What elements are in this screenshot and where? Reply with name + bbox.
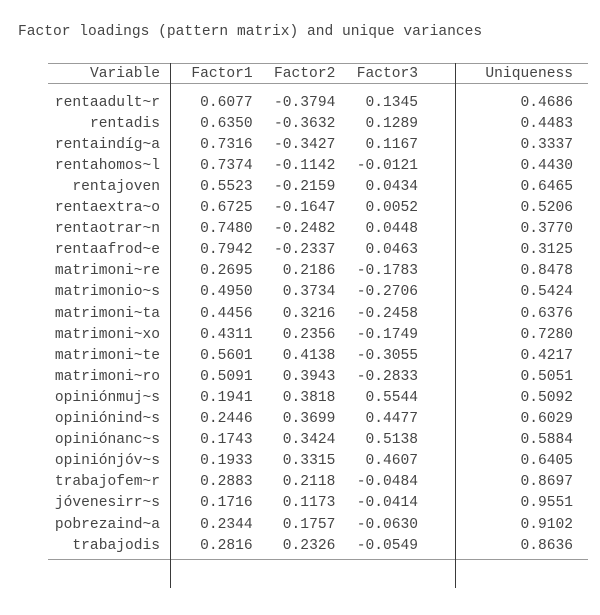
variable-name-cell: opiniónmuj~s (54, 389, 160, 406)
factor3-value-cell: -0.2706 (356, 284, 419, 301)
factor3-value-cell: -0.0630 (356, 516, 419, 533)
variable-name-cell: opiniónind~s (54, 411, 160, 428)
variable-name-cell: trabajodis (72, 537, 160, 554)
factor-values-group (170, 242, 455, 258)
factor-values-group (170, 348, 455, 364)
factor3-value-cell: -0.1783 (356, 263, 419, 280)
factor1-value-cell: 0.5523 (200, 179, 253, 196)
factor3-value-cell: 0.5544 (365, 389, 419, 406)
uniqueness-value-cell: 0.6376 (520, 305, 573, 322)
uniqueness-value-cell: 0.4483 (520, 115, 573, 132)
factor2-value-cell: -0.2337 (274, 242, 336, 259)
table-row (48, 240, 588, 261)
factor3-value-cell: -0.2458 (356, 305, 419, 322)
factor1-value-cell: 0.4950 (200, 284, 253, 301)
variable-name-cell: matrimoni~ta (54, 305, 160, 322)
factor-values-group (170, 263, 455, 279)
variable-name-cell: opiniónjóv~s (54, 453, 160, 470)
variable-name-cell: opiniónanc~s (54, 432, 160, 449)
uniqueness-value-cell: 0.8697 (520, 474, 573, 491)
variable-name-cell: matrimoni~re (54, 263, 160, 280)
table-row (48, 535, 588, 556)
factor-values-group (170, 284, 455, 300)
factor2-value-cell: 0.1173 (282, 495, 336, 512)
factor3-value-cell: 0.0434 (365, 179, 419, 196)
variable-name-cell: rentajoven (72, 179, 160, 196)
factor2-value-cell: 0.3943 (282, 368, 336, 385)
variable-name-cell: pobrezaind~a (54, 516, 160, 533)
factor1-value-cell: 0.2344 (200, 516, 253, 533)
uniqueness-value-cell: 0.5206 (520, 200, 573, 217)
table-row (48, 113, 588, 134)
factor3-value-cell: 0.0448 (365, 221, 419, 238)
column-header-uniqueness: Uniqueness (485, 65, 573, 82)
factor3-value-cell: 0.1345 (365, 94, 419, 111)
factor1-value-cell: 0.4311 (200, 326, 253, 343)
factor2-value-cell: 0.2326 (282, 537, 336, 554)
factor-values-group (170, 538, 455, 554)
output-title: Factor loadings (pattern matrix) and unique variances (18, 24, 483, 40)
factor1-value-cell: 0.2446 (200, 411, 253, 428)
variable-name-cell: jóvenesirr~s (54, 495, 160, 512)
factor-values-group (170, 179, 455, 195)
factor-values-group (170, 158, 455, 174)
uniqueness-value-cell: 0.4686 (520, 94, 573, 111)
factor1-value-cell: 0.1743 (200, 432, 253, 449)
factor-values-group (170, 453, 455, 469)
factor2-value-cell: 0.3699 (282, 411, 336, 428)
factor-values-group (170, 517, 455, 533)
factor-values-group (170, 474, 455, 490)
factor1-value-cell: 0.2816 (200, 537, 253, 554)
factor1-value-cell: 0.7942 (200, 242, 253, 259)
factor3-value-cell: -0.1749 (356, 326, 419, 343)
factor3-value-cell: -0.0484 (356, 474, 419, 491)
column-header-factor3: Factor3 (356, 65, 419, 82)
factor-columns-group (170, 66, 455, 82)
factor1-value-cell: 0.1941 (200, 389, 253, 406)
factor2-value-cell: -0.1647 (274, 200, 336, 217)
table-row (48, 219, 588, 240)
table-row (48, 387, 588, 408)
table-body (48, 84, 588, 560)
factor-values-group (170, 432, 455, 448)
column-header-factor2: Factor2 (274, 65, 336, 82)
factor-values-group (170, 200, 455, 216)
variable-name-cell: rentaadult~r (54, 94, 160, 111)
factor-values-group (170, 95, 455, 111)
factor2-value-cell: 0.2356 (282, 326, 336, 343)
factor2-value-cell: 0.2118 (282, 474, 336, 491)
factor-values-group (170, 306, 455, 322)
uniqueness-value-cell: 0.9551 (520, 495, 573, 512)
factor3-value-cell: 0.4607 (365, 453, 419, 470)
factor3-value-cell: -0.0549 (356, 537, 419, 554)
table-row (48, 324, 588, 345)
table-row (48, 176, 588, 197)
factor1-value-cell: 0.6077 (200, 94, 253, 111)
uniqueness-value-cell: 0.5884 (520, 432, 573, 449)
factor2-value-cell: 0.1757 (282, 516, 336, 533)
factor3-value-cell: 0.5138 (365, 432, 419, 449)
factor2-value-cell: -0.3427 (274, 136, 336, 153)
factor1-value-cell: 0.5601 (200, 347, 253, 364)
table-row (48, 514, 588, 535)
factor-values-group (170, 369, 455, 385)
column-header-variable: Variable (89, 65, 160, 82)
factor2-value-cell: -0.3632 (274, 115, 336, 132)
uniqueness-value-cell: 0.8478 (520, 263, 573, 280)
factor3-value-cell: 0.4477 (365, 411, 419, 428)
table-row (48, 366, 588, 387)
column-header-factor1: Factor1 (191, 65, 253, 82)
factor1-value-cell: 0.2883 (200, 474, 253, 491)
uniqueness-value-cell: 0.6029 (520, 411, 573, 428)
variable-name-cell: rentaindíg~a (54, 136, 160, 153)
factor2-value-cell: 0.3424 (282, 432, 336, 449)
variable-name-cell: rentaextra~o (54, 200, 160, 217)
table-row (48, 303, 588, 324)
variable-name-cell: matrimonio~s (54, 284, 160, 301)
factor1-value-cell: 0.1933 (200, 453, 253, 470)
factor1-value-cell: 0.2695 (200, 263, 253, 280)
factor2-value-cell: -0.3794 (274, 94, 336, 111)
factor3-value-cell: 0.0052 (365, 200, 419, 217)
factor-values-group (170, 495, 455, 511)
factor-loadings-table (48, 63, 588, 588)
table-vertical-rule-right (455, 63, 456, 588)
factor1-value-cell: 0.4456 (200, 305, 253, 322)
table-row (48, 472, 588, 493)
table-row (48, 155, 588, 176)
uniqueness-value-cell: 0.5092 (520, 389, 573, 406)
factor1-value-cell: 0.7316 (200, 136, 253, 153)
table-row (48, 92, 588, 113)
factor1-value-cell: 0.7374 (200, 157, 253, 174)
factor2-value-cell: -0.2159 (274, 179, 336, 196)
factor-values-group (170, 221, 455, 237)
table-row (48, 345, 588, 366)
factor3-value-cell: 0.1167 (365, 136, 419, 153)
variable-name-cell: matrimoni~te (54, 347, 160, 364)
table-row (48, 134, 588, 155)
table-header-row (48, 63, 588, 84)
factor1-value-cell: 0.6725 (200, 200, 253, 217)
factor2-value-cell: 0.3216 (282, 305, 336, 322)
factor2-value-cell: 0.3734 (282, 284, 336, 301)
factor3-value-cell: -0.0121 (356, 157, 419, 174)
uniqueness-value-cell: 0.6465 (520, 179, 573, 196)
factor3-value-cell: 0.0463 (365, 242, 419, 259)
uniqueness-value-cell: 0.4217 (520, 347, 573, 364)
factor-values-group (170, 327, 455, 343)
factor-values-group (170, 137, 455, 153)
factor2-value-cell: -0.2482 (274, 221, 336, 238)
factor3-value-cell: 0.1289 (365, 115, 419, 132)
variable-name-cell: matrimoni~xo (54, 326, 160, 343)
uniqueness-value-cell: 0.4430 (520, 157, 573, 174)
table-row (48, 282, 588, 303)
factor-values-group (170, 390, 455, 406)
uniqueness-value-cell: 0.9102 (520, 516, 573, 533)
table-row (48, 493, 588, 514)
variable-name-cell: rentaotrar~n (54, 221, 160, 238)
factor2-value-cell: 0.3315 (282, 453, 336, 470)
variable-name-cell: rentahomos~l (54, 157, 160, 174)
uniqueness-value-cell: 0.3770 (520, 221, 573, 238)
uniqueness-value-cell: 0.3337 (520, 136, 573, 153)
factor3-value-cell: -0.3055 (356, 347, 419, 364)
table-row (48, 409, 588, 430)
variable-name-cell: rentadis (89, 115, 160, 132)
factor1-value-cell: 0.7480 (200, 221, 253, 238)
factor3-value-cell: -0.0414 (356, 495, 419, 512)
uniqueness-value-cell: 0.5051 (520, 368, 573, 385)
factor-values-group (170, 411, 455, 427)
variable-name-cell: matrimoni~ro (54, 368, 160, 385)
table-row (48, 451, 588, 472)
variable-name-cell: trabajofem~r (54, 474, 160, 491)
table-row (48, 430, 588, 451)
factor2-value-cell: 0.4138 (282, 347, 336, 364)
table-row (48, 198, 588, 219)
factor2-value-cell: -0.1142 (274, 157, 336, 174)
uniqueness-value-cell: 0.3125 (520, 242, 573, 259)
table-row (48, 261, 588, 282)
variable-name-cell: rentaafrod~e (54, 242, 160, 259)
uniqueness-value-cell: 0.6405 (520, 453, 573, 470)
uniqueness-value-cell: 0.7280 (520, 326, 573, 343)
uniqueness-value-cell: 0.5424 (520, 284, 573, 301)
factor2-value-cell: 0.3818 (282, 389, 336, 406)
uniqueness-value-cell: 0.8636 (520, 537, 573, 554)
factor2-value-cell: 0.2186 (282, 263, 336, 280)
factor1-value-cell: 0.1716 (200, 495, 253, 512)
factor-values-group (170, 116, 455, 132)
table-vertical-rule-left (170, 63, 171, 588)
factor3-value-cell: -0.2833 (356, 368, 419, 385)
factor1-value-cell: 0.6350 (200, 115, 253, 132)
factor1-value-cell: 0.5091 (200, 368, 253, 385)
